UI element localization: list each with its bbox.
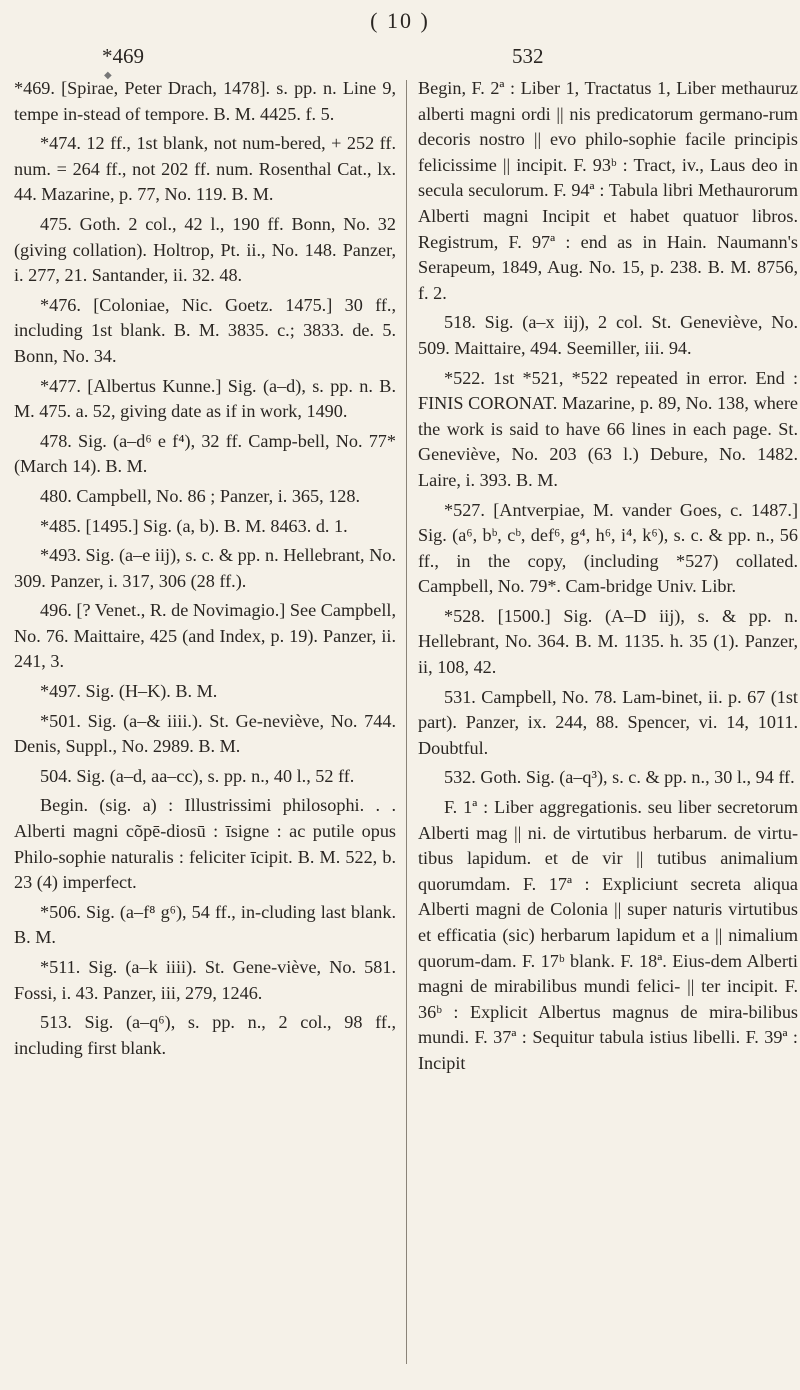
- entry-528: *528. [1500.] Sig. (A–D iij), s. & pp. n. Hellebrant, No. 364. B. M. 1135. h. 35 (1). Panzer, ii, 108, 42.: [418, 605, 798, 678]
- right-column: [418, 76, 798, 1081]
- entry-532-contents: F. 1ª : Liber aggregationis. seu liber secretorum Alberti mag || ni. de virtutibus herbarum. de virtu-tibus lapidum. et de vir || tutibus animalium quorumdam. F. 17ª : Expliciunt secreta aliqua Alberti magni de Colonia || super naturis virtutibus et efficatia (sic) herbarum lapidum et a || nimalium quorum-dam. F. 17ᵇ blank. F. 18ª. Eius-dem Alberti magni de mirabilibus mundi felici- || ter incipit. F. 36ᵇ : Explicit Albertus magnus de mira-bilibus mundi. F. 37ª : Sequitur tabula istius libelli. F. 39ª : Incipit: [418, 797, 798, 1073]
- entry-480: 480. Campbell, No. 86 ; Panzer, i. 365, 128.: [40, 485, 361, 506]
- page-corner-mark: ◆: [104, 70, 112, 81]
- entry-511: *511. Sig. (a–k iiii). St. Gene-viève, No. 581. Fossi, i. 43. Panzer, iii, 279, 1246.: [14, 957, 396, 1003]
- entry-504-begin: Begin. (sig. a) : Illustrissimi philosophi. . . Alberti magni cõpē-diosū : īsigne : ac putile opus Philo-sophie naturalis : feliciter īcipit. B. M. 522, b. 23 (4) imperfect.: [14, 795, 396, 893]
- entry-501: *501. Sig. (a–& iiii.). St. Ge-neviève, No. 744. Denis, Suppl., No. 2989. B. M.: [14, 710, 396, 757]
- entry-522: *522. 1st *521, *522 repeated in error. End : FINIS CORONAT. Mazarine, p. 89, No. 138, where the work is said to have 66 lines in each page. St. Geneviève, No. 203 (63 l.) Debure, No. 1482. Laire, i. 393. B. M.: [418, 367, 798, 490]
- entry-532: 532. Goth. Sig. (a–q³), s. c. & pp. n., 30 l., 94 ff.: [444, 767, 795, 788]
- entry-531: 531. Campbell, No. 78. Lam-binet, ii. p. 67 (1st part). Panzer, ix. 244, 88. Spencer, vi. 14, 1011. Doubtful.: [418, 686, 798, 758]
- running-head-right: 532: [512, 44, 544, 68]
- entry-477: *477. [Albertus Kunne.] Sig. (a–d), s. pp. n. B. M. 475. a. 52, giving date as if in work, 1490.: [14, 375, 396, 422]
- entry-475: 475. Goth. 2 col., 42 l., 190 ff. Bonn, No. 32 (giving collation). Holtrop, Pt. ii., No. 148. Panzer, i. 277, 21. Santander, ii. 32. 48.: [14, 213, 396, 286]
- entry-504: 504. Sig. (a–d, aa–cc), s. pp. n., 40 l., 52 ff.: [40, 765, 355, 786]
- entry-497: *497. Sig. (H–K). B. M.: [40, 681, 218, 702]
- entry-478: 478. Sig. (a–d⁶ e f⁴), 32 ff. Camp-bell, No. 77* (March 14). B. M.: [14, 430, 396, 477]
- column-divider: [406, 80, 407, 1364]
- running-head-left: *469: [102, 44, 144, 68]
- entry-493: *493. Sig. (a–e iij), s. c. & pp. n. Hellebrant, No. 309. Panzer, i. 317, 306 (28 ff.).: [14, 545, 396, 591]
- page-number: ( 10 ): [370, 8, 430, 33]
- entry-469: *469. [Spirae, Peter Drach, 1478]. s. pp. n. Line 9, tempe in-stead of tempore. B. M. 4425. f. 5.: [14, 78, 396, 124]
- left-column: [14, 76, 396, 1065]
- entry-496: 496. [? Venet., R. de Novimagio.] See Campbell, No. 76. Maittaire, 425 (and Index, p. 19). Panzer, ii. 241, 3.: [14, 600, 396, 672]
- entry-476: *476. [Coloniae, Nic. Goetz. 1475.] 30 ff., including 1st blank. B. M. 3835. c.; 3833. de. 5. Bonn, No. 34.: [14, 294, 396, 366]
- entry-513-begin: Begin, F. 2ª : Liber 1, Tractatus 1, Liber methauruz alberti magni ordi || nis predicatorum germano-rum decoris nostro || evo philo-sophie facile principis felicissime || incipit. F. 93ᵇ : Tract, iv., Laus deo in secula seculorum. F. 94ª : Tabula libri Methaurorum Alberti magni Incipit et habet quatuor libros. Registrum, F. 97ª : end as in Hain. Naumann's Serapeum, 1849, Aug. No. 15, p. 238. B. M. 8756, f. 2.: [418, 78, 798, 303]
- entry-513: 513. Sig. (a–q⁶), s. pp. n., 2 col., 98 ff., including first blank.: [14, 1012, 396, 1058]
- entry-506: *506. Sig. (a–f⁸ g⁶), 54 ff., in-cluding last blank. B. M.: [14, 901, 396, 948]
- entry-474: *474. 12 ff., 1st blank, not num-bered, + 252 ff. num. = 264 ff., not 202 ff. num. Rosenthal Cat., lx. 44. Mazarine, p. 77, No. 119. B. M.: [14, 133, 396, 205]
- entry-518: 518. Sig. (a–x iij), 2 col. St. Geneviève, No. 509. Maittaire, 494. Seemiller, iii. 94.: [418, 312, 798, 358]
- entry-485: *485. [1495.] Sig. (a, b). B. M. 8463. d. 1.: [40, 515, 348, 536]
- entry-527: *527. [Antverpiae, M. vander Goes, c. 1487.] Sig. (a⁶, bᵇ, cᵇ, def⁶, g⁴, h⁶, i⁴, k⁶), s. c. & pp. n., 56 ff., in the copy, (including *527) collated. Campbell, No. 79*. Cam-bridge Univ. Libr.: [418, 499, 798, 597]
